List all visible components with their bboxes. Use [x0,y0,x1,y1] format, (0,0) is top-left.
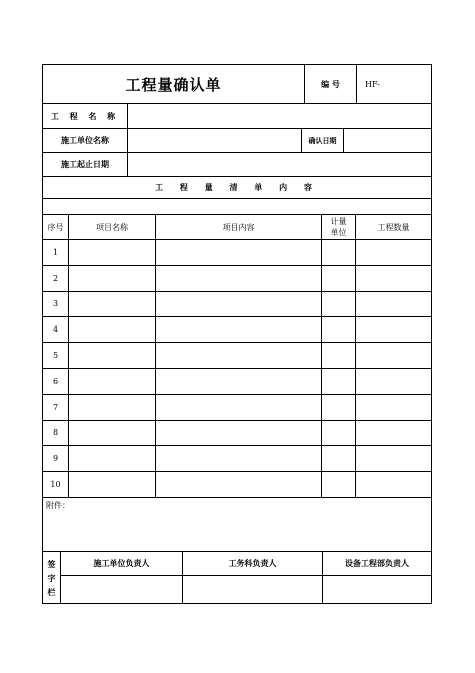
confirm-date-field[interactable] [343,129,431,152]
row-unit[interactable] [321,292,355,317]
col-seq-header: 序号 [47,222,64,232]
period-label: 施工起止日期 [61,159,109,169]
row-quantity[interactable] [355,472,431,497]
col-unit-header [321,215,355,239]
project-name-field[interactable] [127,104,431,128]
row-item-content[interactable] [155,266,321,291]
row-item-content[interactable] [155,395,321,420]
table-row [43,369,431,395]
contractor-label: 施工单位名称 [61,135,109,145]
row-unit[interactable] [321,317,355,342]
row-item-content[interactable] [155,421,321,446]
row-item-name[interactable] [68,369,155,394]
project-name-row [43,104,431,129]
section-title: 工 程 量 清 单 内 容 [155,182,319,192]
period-row [43,153,431,177]
confirm-date-label: 确认日期 [301,129,343,152]
confirmation-form [42,64,432,604]
row-quantity[interactable] [355,395,431,420]
col-item-content-header: 项目内容 [155,215,321,239]
row-seq: 7 [52,402,59,412]
form-title: 工程量确认单 [125,75,222,94]
row-item-name[interactable] [68,292,155,317]
row-unit[interactable] [321,266,355,291]
row-seq: 2 [52,273,59,283]
row-item-name[interactable] [68,421,155,446]
table-row [43,421,431,447]
row-seq: 10 [50,480,61,490]
attachment-row [43,498,431,552]
row-quantity[interactable] [355,369,431,394]
row-seq: 6 [52,376,59,386]
equipment-dept-signature-box[interactable] [322,576,431,603]
signature-label-row [60,552,431,576]
table-row [43,472,431,498]
signature-section [43,552,431,603]
table-row [43,446,431,472]
unit-header-line1: 计量 [330,217,347,226]
table-row [43,292,431,318]
row-seq: 9 [52,454,59,464]
contractor-head-label: 施工单位负责人 [93,558,150,568]
row-seq: 1 [52,247,59,257]
row-unit[interactable] [321,240,355,265]
row-item-content[interactable] [155,292,321,317]
row-seq: 8 [52,428,59,438]
table-row [43,395,431,421]
equipment-dept-head-label: 设备工程部负责人 [322,552,431,575]
sig-char-2: 字 [47,572,56,583]
contractor-signature-box[interactable] [61,576,182,603]
project-name-label: 工 程 名 称 [50,110,120,121]
row-quantity[interactable] [355,292,431,317]
row-unit[interactable] [321,421,355,446]
row-seq: 4 [52,325,59,335]
contractor-row [43,129,431,153]
row-quantity[interactable] [355,446,431,471]
row-quantity[interactable] [355,421,431,446]
row-unit[interactable] [321,343,355,368]
row-quantity[interactable] [355,317,431,342]
row-item-name[interactable] [68,240,155,265]
attachment-label: 附件： [46,501,70,510]
table-row [43,240,431,266]
unit-header-line2: 单位 [330,228,347,237]
table-row [43,343,431,369]
signature-box-row [60,576,431,603]
signature-side-label [43,552,60,603]
row-item-name[interactable] [68,343,155,368]
sig-char-3: 栏 [47,586,56,597]
row-item-name[interactable] [68,317,155,342]
number-value[interactable]: HF- [356,65,431,103]
row-quantity[interactable] [355,266,431,291]
col-quantity-header: 工程数量 [355,215,431,239]
row-unit[interactable] [321,446,355,471]
spacer-row [43,199,431,215]
number-label: 编 号 [304,65,356,103]
row-item-content[interactable] [155,446,321,471]
row-quantity[interactable] [355,240,431,265]
col-item-name-header: 项目名称 [68,215,155,239]
works-dept-head-label: 工务科负责人 [182,552,322,575]
table-row [43,317,431,343]
period-field[interactable] [127,153,431,176]
row-item-name[interactable] [68,266,155,291]
row-seq: 3 [52,299,59,309]
row-unit[interactable] [321,395,355,420]
row-item-content[interactable] [155,317,321,342]
row-item-content[interactable] [155,369,321,394]
contractor-field[interactable] [127,129,301,152]
row-unit[interactable] [321,369,355,394]
works-dept-signature-box[interactable] [182,576,322,603]
section-title-row [43,177,431,199]
row-quantity[interactable] [355,343,431,368]
row-unit[interactable] [321,472,355,497]
row-item-name[interactable] [68,395,155,420]
row-item-content[interactable] [155,472,321,497]
row-item-content[interactable] [155,343,321,368]
sig-char-1: 签 [47,558,56,569]
table-header-row [43,215,431,240]
title-row [43,65,431,104]
row-item-name[interactable] [68,446,155,471]
table-row [43,266,431,292]
row-seq: 5 [52,351,59,361]
row-item-content[interactable] [155,240,321,265]
row-item-name[interactable] [68,472,155,497]
